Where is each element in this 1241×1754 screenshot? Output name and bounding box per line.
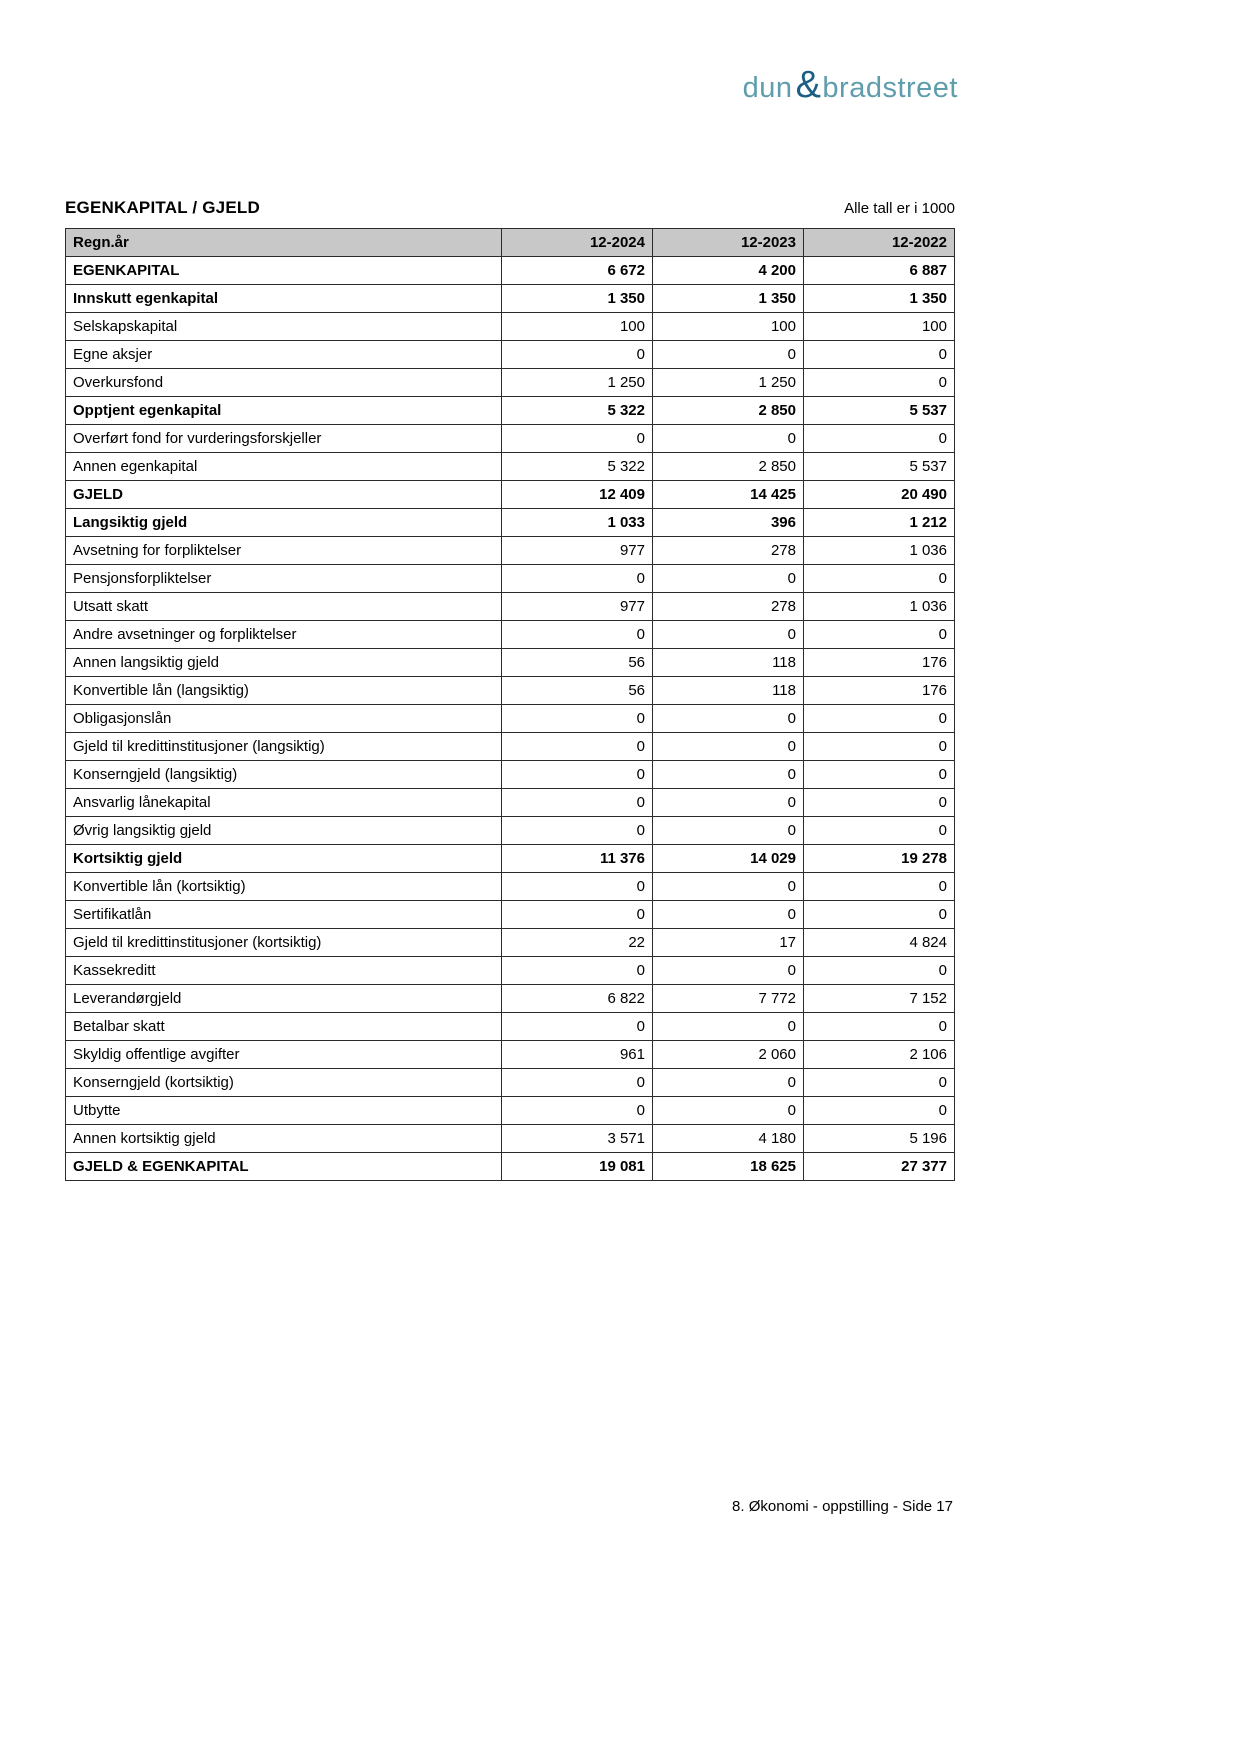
row-label: Overført fond for vurderingsforskjeller — [66, 425, 502, 453]
table-row — [66, 593, 955, 621]
row-value: 18 625 — [653, 1153, 804, 1181]
row-value: 0 — [502, 1069, 653, 1097]
row-value: 0 — [804, 1097, 955, 1125]
row-label: Utbytte — [66, 1097, 502, 1125]
logo-text-bradstreet: bradstreet — [822, 72, 958, 104]
row-value: 0 — [653, 1069, 804, 1097]
table-row — [66, 565, 955, 593]
row-value: 0 — [502, 957, 653, 985]
row-value: 176 — [804, 649, 955, 677]
row-value: 6 887 — [804, 257, 955, 285]
row-value: 12 409 — [502, 481, 653, 509]
row-value: 0 — [804, 1069, 955, 1097]
table-row — [66, 901, 955, 929]
table-row — [66, 397, 955, 425]
row-label: Sertifikatlån — [66, 901, 502, 929]
row-value: 1 250 — [502, 369, 653, 397]
row-value: 0 — [804, 565, 955, 593]
row-label: Gjeld til kredittinstitusjoner (kortsiktig) — [66, 929, 502, 957]
table-row — [66, 677, 955, 705]
row-value: 1 212 — [804, 509, 955, 537]
row-value: 0 — [653, 1013, 804, 1041]
row-label: Opptjent egenkapital — [66, 397, 502, 425]
row-value: 0 — [804, 621, 955, 649]
table-row — [66, 761, 955, 789]
row-value: 0 — [804, 369, 955, 397]
row-value: 0 — [653, 901, 804, 929]
row-value: 1 033 — [502, 509, 653, 537]
row-value: 0 — [804, 341, 955, 369]
row-value: 0 — [502, 1097, 653, 1125]
row-value: 0 — [653, 789, 804, 817]
row-value: 5 196 — [804, 1125, 955, 1153]
row-value: 1 036 — [804, 593, 955, 621]
row-value: 2 850 — [653, 397, 804, 425]
row-label: Avsetning for forpliktelser — [66, 537, 502, 565]
table-row — [66, 845, 955, 873]
title-row — [65, 198, 955, 218]
table-row — [66, 621, 955, 649]
table-row — [66, 1125, 955, 1153]
table-row — [66, 957, 955, 985]
row-label: Øvrig langsiktig gjeld — [66, 817, 502, 845]
table-row — [66, 817, 955, 845]
row-label: GJELD — [66, 481, 502, 509]
row-value: 5 322 — [502, 453, 653, 481]
column-header-year: 12-2024 — [502, 229, 653, 257]
row-value: 0 — [502, 565, 653, 593]
table-body — [66, 257, 955, 1181]
row-label: Obligasjonslån — [66, 705, 502, 733]
row-value: 0 — [804, 817, 955, 845]
row-value: 14 425 — [653, 481, 804, 509]
row-value: 56 — [502, 677, 653, 705]
dun-bradstreet-logo — [733, 66, 958, 105]
table-row — [66, 509, 955, 537]
row-value: 0 — [653, 341, 804, 369]
row-value: 5 537 — [804, 453, 955, 481]
table-row — [66, 705, 955, 733]
row-value: 0 — [502, 621, 653, 649]
row-value: 977 — [502, 537, 653, 565]
table-row — [66, 1097, 955, 1125]
table-row — [66, 369, 955, 397]
row-label: Konvertible lån (kortsiktig) — [66, 873, 502, 901]
row-label: Innskutt egenkapital — [66, 285, 502, 313]
table-row — [66, 481, 955, 509]
row-value: 0 — [502, 761, 653, 789]
row-value: 7 152 — [804, 985, 955, 1013]
row-label: Kassekreditt — [66, 957, 502, 985]
row-value: 0 — [502, 817, 653, 845]
row-label: Skyldig offentlige avgifter — [66, 1041, 502, 1069]
row-value: 11 376 — [502, 845, 653, 873]
table-row — [66, 257, 955, 285]
row-value: 0 — [653, 873, 804, 901]
row-value: 176 — [804, 677, 955, 705]
row-value: 1 350 — [804, 285, 955, 313]
table-row — [66, 1013, 955, 1041]
row-value: 0 — [653, 957, 804, 985]
row-value: 0 — [502, 901, 653, 929]
row-value: 0 — [502, 1013, 653, 1041]
row-label: EGENKAPITAL — [66, 257, 502, 285]
row-value: 4 200 — [653, 257, 804, 285]
row-value: 1 250 — [653, 369, 804, 397]
row-label: GJELD & EGENKAPITAL — [66, 1153, 502, 1181]
row-value: 278 — [653, 593, 804, 621]
row-value: 2 850 — [653, 453, 804, 481]
row-value: 0 — [502, 705, 653, 733]
row-value: 0 — [502, 425, 653, 453]
row-value: 0 — [804, 901, 955, 929]
row-label: Leverandørgjeld — [66, 985, 502, 1013]
row-value: 14 029 — [653, 845, 804, 873]
row-value: 0 — [502, 789, 653, 817]
row-value: 17 — [653, 929, 804, 957]
row-value: 0 — [804, 873, 955, 901]
row-label: Annen langsiktig gjeld — [66, 649, 502, 677]
row-label: Kortsiktig gjeld — [66, 845, 502, 873]
row-value: 4 824 — [804, 929, 955, 957]
row-value: 0 — [653, 565, 804, 593]
column-header-year: 12-2023 — [653, 229, 804, 257]
page-footer: 8. Økonomi - oppstilling - Side 17 — [732, 1498, 953, 1515]
table-row — [66, 1153, 955, 1181]
row-value: 0 — [653, 817, 804, 845]
row-value: 2 106 — [804, 1041, 955, 1069]
row-label: Pensjonsforpliktelser — [66, 565, 502, 593]
row-value: 2 060 — [653, 1041, 804, 1069]
row-value: 0 — [653, 425, 804, 453]
row-value: 7 772 — [653, 985, 804, 1013]
column-header-label: Regn.år — [66, 229, 502, 257]
row-value: 961 — [502, 1041, 653, 1069]
row-value: 0 — [502, 341, 653, 369]
table-row — [66, 873, 955, 901]
row-value: 0 — [502, 733, 653, 761]
row-label: Annen kortsiktig gjeld — [66, 1125, 502, 1153]
row-value: 4 180 — [653, 1125, 804, 1153]
row-label: Annen egenkapital — [66, 453, 502, 481]
row-value: 22 — [502, 929, 653, 957]
row-label: Selskapskapital — [66, 313, 502, 341]
row-value: 0 — [653, 733, 804, 761]
row-value: 0 — [804, 733, 955, 761]
row-value: 6 672 — [502, 257, 653, 285]
row-value: 0 — [804, 957, 955, 985]
row-value: 5 322 — [502, 397, 653, 425]
table-row — [66, 425, 955, 453]
row-value: 0 — [502, 873, 653, 901]
table-row — [66, 985, 955, 1013]
row-value: 977 — [502, 593, 653, 621]
row-value: 396 — [653, 509, 804, 537]
row-value: 0 — [804, 1013, 955, 1041]
row-value: 56 — [502, 649, 653, 677]
row-value: 278 — [653, 537, 804, 565]
table-row — [66, 285, 955, 313]
table-row — [66, 1069, 955, 1097]
table-row — [66, 537, 955, 565]
row-label: Gjeld til kredittinstitusjoner (langsiktig) — [66, 733, 502, 761]
row-value: 0 — [653, 621, 804, 649]
column-header-year: 12-2022 — [804, 229, 955, 257]
row-value: 100 — [804, 313, 955, 341]
row-label: Konserngjeld (langsiktig) — [66, 761, 502, 789]
row-value: 6 822 — [502, 985, 653, 1013]
row-label: Egne aksjer — [66, 341, 502, 369]
row-label: Langsiktig gjeld — [66, 509, 502, 537]
row-value: 0 — [653, 761, 804, 789]
row-value: 19 081 — [502, 1153, 653, 1181]
row-value: 5 537 — [804, 397, 955, 425]
row-value: 0 — [653, 705, 804, 733]
row-label: Konserngjeld (kortsiktig) — [66, 1069, 502, 1097]
row-value: 100 — [653, 313, 804, 341]
row-label: Overkursfond — [66, 369, 502, 397]
table-row — [66, 341, 955, 369]
row-value: 1 036 — [804, 537, 955, 565]
row-value: 0 — [804, 425, 955, 453]
row-value: 118 — [653, 649, 804, 677]
row-value: 0 — [653, 1097, 804, 1125]
table-row — [66, 929, 955, 957]
row-value: 19 278 — [804, 845, 955, 873]
page-title: EGENKAPITAL / GJELD — [65, 198, 260, 217]
table-row — [66, 733, 955, 761]
row-label: Utsatt skatt — [66, 593, 502, 621]
row-value: 118 — [653, 677, 804, 705]
row-value: 1 350 — [653, 285, 804, 313]
logo-ampersand-icon: & — [795, 64, 822, 106]
table-row — [66, 789, 955, 817]
row-value: 3 571 — [502, 1125, 653, 1153]
table-row — [66, 649, 955, 677]
logo-text-dun: dun — [742, 72, 793, 104]
row-label: Betalbar skatt — [66, 1013, 502, 1041]
row-value: 20 490 — [804, 481, 955, 509]
table-header-row — [66, 229, 955, 257]
row-label: Andre avsetninger og forpliktelser — [66, 621, 502, 649]
row-value: 100 — [502, 313, 653, 341]
table-row — [66, 453, 955, 481]
row-value: 27 377 — [804, 1153, 955, 1181]
table-head — [66, 229, 955, 257]
row-label: Konvertible lån (langsiktig) — [66, 677, 502, 705]
row-value: 1 350 — [502, 285, 653, 313]
row-value: 0 — [804, 705, 955, 733]
balance-sheet-table — [65, 228, 955, 1181]
units-note: Alle tall er i 1000 — [844, 200, 955, 217]
row-value: 0 — [804, 789, 955, 817]
table-row — [66, 1041, 955, 1069]
row-value: 0 — [804, 761, 955, 789]
row-label: Ansvarlig lånekapital — [66, 789, 502, 817]
table-row — [66, 313, 955, 341]
